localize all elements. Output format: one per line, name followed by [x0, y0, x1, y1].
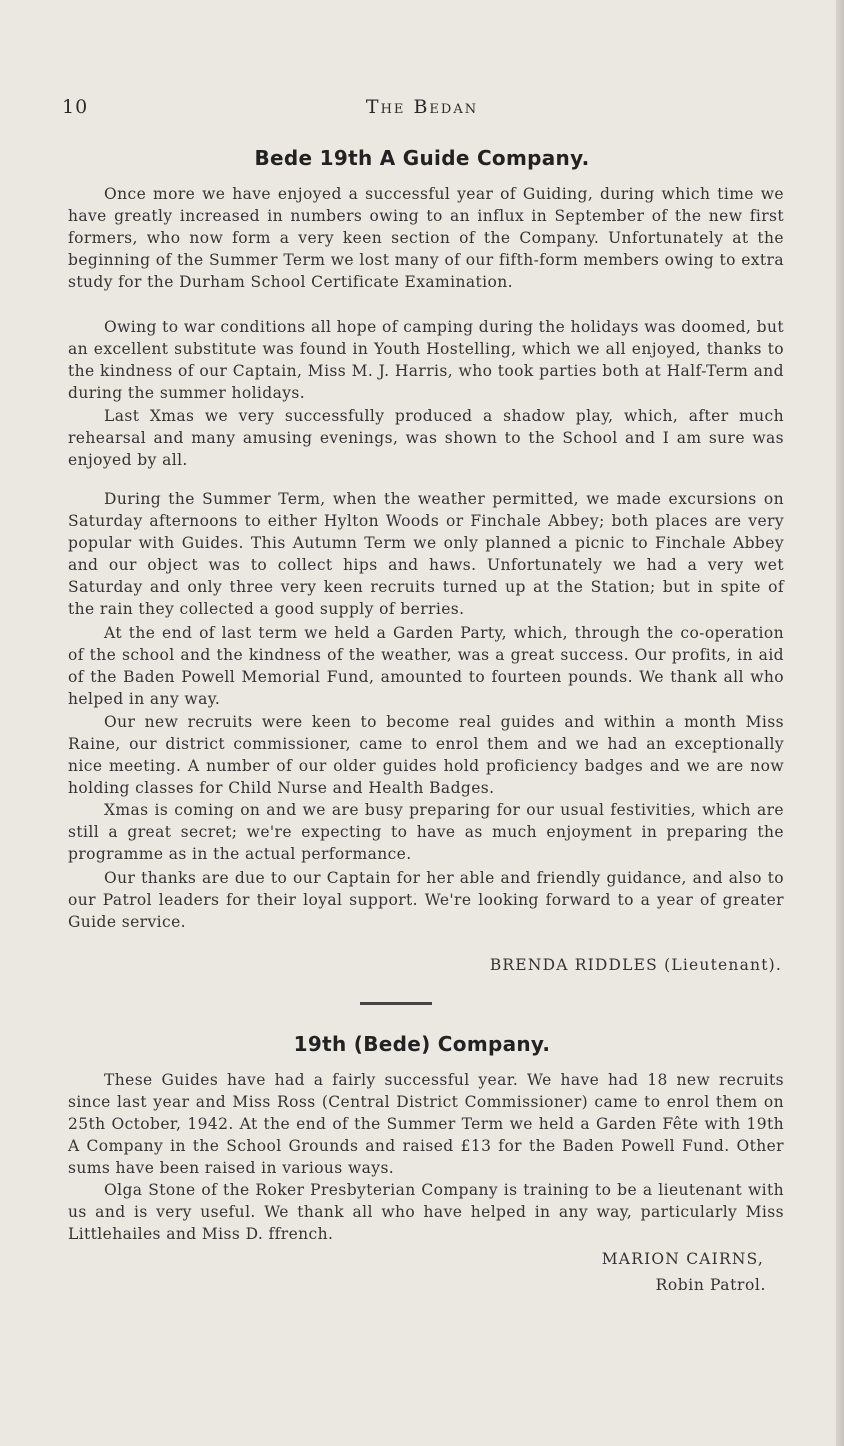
- page-edge-shadow: [836, 0, 844, 1446]
- paragraph: Our new recruits were keen to become real guides and within a month Miss Raine, our district commissioner, came to enrol them and we had an exceptionally nice meeting. A number of our older guides hold proficiency badges and we are now holding classes for Child Nurse and Health Badges.: [68, 712, 784, 797]
- paragraph: These Guides have had a fairly successful year. We have had 18 new recruits since last year and Miss Ross (Central District Commissioner) came to enrol them on 25th October, 1942. At the end of the Summer Term we held a Garden Fête with 19th A Company in the School Grounds and raised £13 for the Baden Powell Fund. Other sums have been raised in various ways.: [68, 1070, 784, 1177]
- paragraph: Our thanks are due to our Captain for her able and friendly guidance, and also to our Patrol leaders for their loyal support. We're looking forward to a year of greater Guide service.: [68, 868, 784, 931]
- paragraph: At the end of last term we held a Garden Party, which, through the co-operation of the school and the kindness of the weather, was a great success. Our profits, in aid of the Baden Powell Memorial Fund, amounted to fourteen pounds. We thank all who helped in any way.: [68, 623, 784, 708]
- page-number: 10: [62, 96, 89, 118]
- paragraph: Last Xmas we very successfully produced a shadow play, which, after much rehearsal and many amusing evenings, was shown to the School and I am sure was enjoyed by all.: [68, 406, 784, 469]
- page-header: [62, 96, 782, 126]
- section-title-19th-a: Bede 19th A Guide Company.: [254, 146, 590, 170]
- paragraph: Once more we have enjoyed a successful year of Guiding, during which time we have greatly increased in numbers owing to an influx in September of the new first formers, who now form a very keen section of the Company. Unfortunately at the beginning of the Summer Term we lost many of our fifth-form members owing to extra study for the Durham School Certificate Examination.: [68, 184, 784, 291]
- running-title: The Bedan: [365, 96, 479, 118]
- section-divider: [360, 1002, 432, 1005]
- signature-role: Robin Patrol.: [655, 1276, 766, 1294]
- section-title-19th-bede: 19th (Bede) Company.: [293, 1032, 551, 1056]
- paragraph: Olga Stone of the Roker Presbyterian Company is training to be a lieutenant with us and is very useful. We thank all who have helped in any way, particularly Miss Littlehailes and Miss D. ffrench.: [68, 1180, 784, 1243]
- signature-brenda-riddles: BRENDA RIDDLES (Lieutenant).: [489, 956, 782, 974]
- paragraph: During the Summer Term, when the weather permitted, we made excursions on Saturday afternoons to either Hylton Woods or Finchale Abbey; both places are very popular with Guides. This Autumn Term we only planned a picnic to Finchale Abbey and our object was to collect hips and haws. Unfortunately we had a very wet Saturday and only three very keen recruits turned up at the Station; but in spite of the rain they collected a good supply of berries.: [68, 489, 784, 618]
- paragraph: Xmas is coming on and we are busy preparing for our usual festivities, which are still a great secret; we're expecting to have as much enjoyment in preparing the programme as in the actual performance.: [68, 800, 784, 863]
- paragraph: Owing to war conditions all hope of camping during the holidays was doomed, but an excellent substitute was found in Youth Hostelling, which we all enjoyed, thanks to the kindness of our Captain, Miss M. J. Harris, who took parties both at Half-Term and during the summer holidays.: [68, 317, 784, 402]
- signature-marion-cairns: MARION CAIRNS,: [601, 1250, 764, 1268]
